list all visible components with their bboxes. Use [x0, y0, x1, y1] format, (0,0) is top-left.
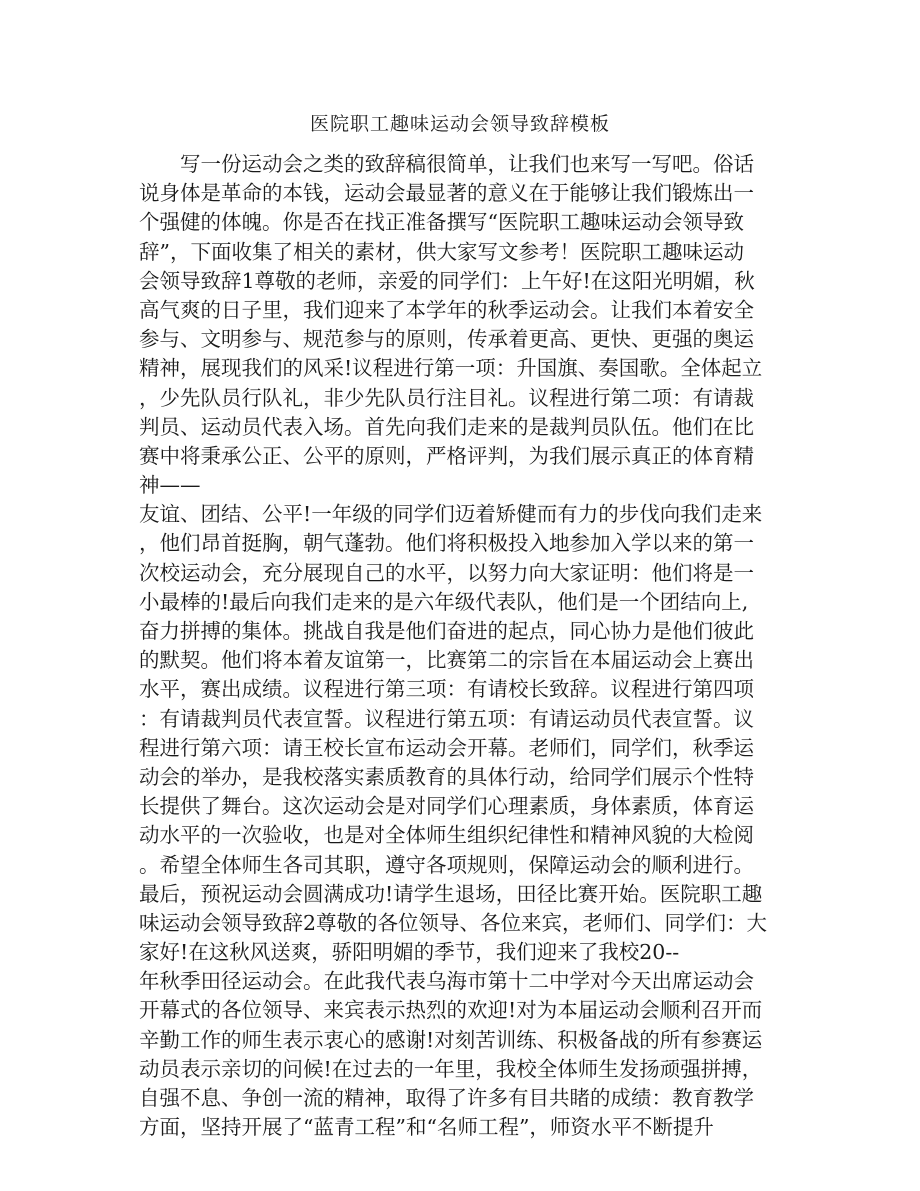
body-line: 动员表示亲切的问候!在过去的一年里，我校全体师生发扬顽强拼搏，	[139, 1056, 763, 1081]
body-line: 最后，预祝运动会圆满成功!请学生退场，田径比赛开始。医院职工趣	[139, 881, 763, 906]
body-line: 友谊、团结、公平!一年级的同学们迈着矫健而有力的步伐向我们走来	[139, 502, 763, 527]
body-line: 辞”，下面收集了相关的素材，供大家写文参考！医院职工趣味运动	[139, 239, 744, 264]
document-body	[139, 150, 789, 1142]
body-line: 开幕式的各位领导、来宾表示热烈的欢迎!对为本届运动会顺利召开而	[139, 998, 763, 1023]
body-line: 判员、运动员代表入场。首先向我们走来的是裁判员队伍。他们在比	[139, 414, 754, 439]
body-line: 水平，赛出成绩。议程进行第三项：有请校长致辞。议程进行第四项	[139, 677, 754, 702]
body-line: 程进行第六项：请王校长宣布运动会开幕。老师们，同学们，秋季运	[139, 735, 754, 760]
body-line: 会领导致辞1尊敬的老师，亲爱的同学们：上午好!在这阳光明媚，秋	[139, 268, 755, 293]
document-title: 医院职工趣味运动会领导致辞模板	[309, 113, 610, 135]
body-line: 动水平的一次验收，也是对全体师生组织纪律性和精神风貌的大检阅	[139, 823, 754, 848]
body-line: 。希望全体师生各司其职，遵守各项规则，保障运动会的顺利进行。	[139, 852, 754, 877]
body-line: 味运动会领导致辞2尊敬的各位领导、各位来宾，老师们、同学们：大	[139, 910, 768, 935]
body-line: 年秋季田径运动会。在此我代表乌海市第十二中学对今天出席运动会	[139, 969, 754, 994]
body-line: 高气爽的日子里，我们迎来了本学年的秋季运动会。让我们本着安全	[139, 297, 754, 322]
body-line: 个强健的体魄。你是否在找正准备撰写“医院职工趣味运动会领导致	[139, 210, 744, 235]
body-line: 奋力拼搏的集体。挑战自我是他们奋进的起点，同心协力是他们彼此	[139, 619, 754, 643]
body-line: 小最棒的!最后向我们走来的是六年级代表队，他们是一个团结向上,	[139, 589, 749, 614]
body-line: 方面，坚持开展了“蓝青工程”和“名师工程”，师资水平不断提升	[139, 1115, 714, 1140]
body-line: 神——	[139, 473, 201, 498]
body-line: 自强不息、争创一流的精神，取得了许多有目共睹的成绩：教育教学	[139, 1086, 754, 1110]
body-line: 精神，展现我们的风采!议程进行第一项：升国旗、奏国歌。全体起立	[139, 356, 763, 381]
body-line: 动会的举办，是我校落实素质教育的具体行动，给同学们展示个性特	[139, 764, 754, 789]
body-line: 家好!在这秋风送爽，骄阳明媚的季节，我们迎来了我校20--	[139, 940, 680, 965]
body-line: 辛勤工作的师生表示衷心的感谢!对刻苦训练、积极备战的所有参赛运	[139, 1027, 763, 1052]
body-line: ，他们昂首挺胸，朝气蓬勃。他们将积极投入地参加入学以来的第一	[139, 531, 754, 556]
body-line: 说身体是革命的本钱，运动会最显著的意义在于能够让我们锻炼出一	[139, 181, 754, 206]
body-line: 的默契。他们将本着友谊第一，比赛第二的宗旨在本届运动会上赛出	[139, 648, 754, 673]
body-line: ，少先队员行队礼，非少先队员行注目礼。议程进行第二项：有请裁	[139, 385, 754, 410]
body-line: 次校运动会，充分展现自己的水平，以努力向大家证明：他们将是一	[139, 560, 754, 585]
body-line: 参与、文明参与、规范参与的原则，传承着更高、更快、更强的奥运	[139, 327, 754, 352]
body-line: ：有请裁判员代表宣誓。议程进行第五项：有请运动员代表宣誓。议	[139, 706, 754, 731]
body-line: 赛中将秉承公正、公平的原则，严格评判，为我们展示真正的体育精	[139, 443, 754, 468]
body-line: 写一份运动会之类的致辞稿很简单，让我们也来写一写吧。俗话	[180, 152, 754, 176]
body-line: 长提供了舞台。这次运动会是对同学们心理素质，身体素质，体育运	[139, 794, 754, 819]
